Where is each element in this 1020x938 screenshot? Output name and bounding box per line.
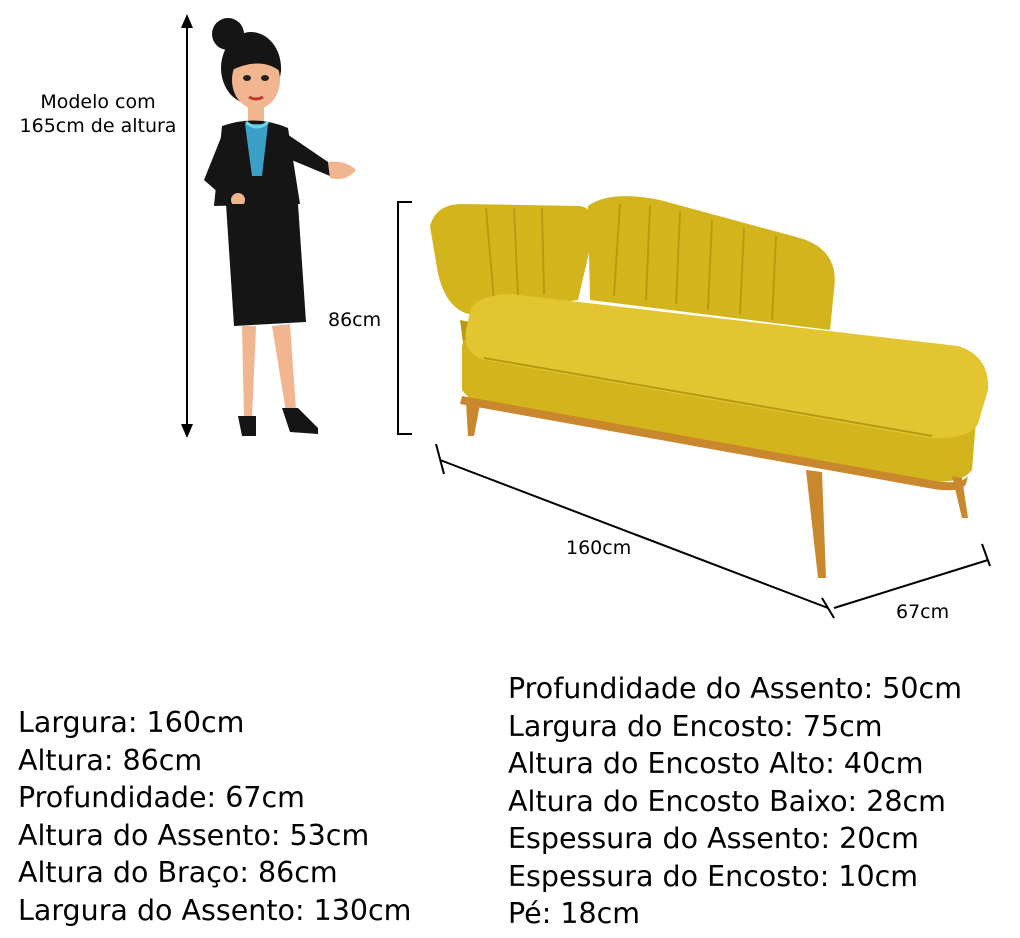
sofa-depth-label: 67cm (896, 601, 950, 623)
sofa-width-label: 160cm (566, 537, 632, 559)
spec-profundidade: Profundidade: 67cm (18, 781, 305, 814)
chaise-sofa-icon (430, 196, 988, 578)
model-height-label-line1: Modelo com (40, 91, 156, 113)
woman-model-figure-icon (204, 18, 356, 436)
model-height-label-line2: 165cm de altura (19, 115, 177, 137)
sofa-height-label: 86cm (328, 309, 382, 331)
specs-left-list (18, 704, 411, 929)
spec-altura-encosto-baixo: Altura do Encosto Baixo: 28cm (508, 784, 946, 818)
width-dimension-bracket-icon (436, 444, 834, 618)
height-dimension-bracket-icon (398, 202, 412, 434)
spec-altura-braco: Altura do Braço: 86cm (18, 856, 338, 889)
spec-altura-assento: Altura do Assento: 53cm (18, 818, 370, 852)
spec-altura-encosto-alto: Altura do Encosto Alto: 40cm (508, 747, 924, 780)
depth-dimension-bracket-icon (834, 544, 990, 608)
spec-pe: Pé: 18cm (508, 897, 641, 930)
spec-altura: Altura: 86cm (18, 743, 203, 777)
spec-espessura-assento: Espessura do Assento: 20cm (508, 822, 919, 855)
specs-right-list (508, 670, 962, 933)
spec-espessura-encosto: Espessura do Encosto: 10cm (508, 859, 919, 893)
spec-profundidade-assento: Profundidade do Assento: 50cm (508, 672, 962, 705)
spec-largura-assento: Largura do Assento: 130cm (18, 893, 412, 927)
vertical-height-arrow-icon (181, 14, 193, 438)
model-height-label (18, 90, 178, 138)
spec-largura-encosto: Largura do Encosto: 75cm (508, 709, 883, 743)
spec-largura: Largura: 160cm (18, 706, 245, 739)
